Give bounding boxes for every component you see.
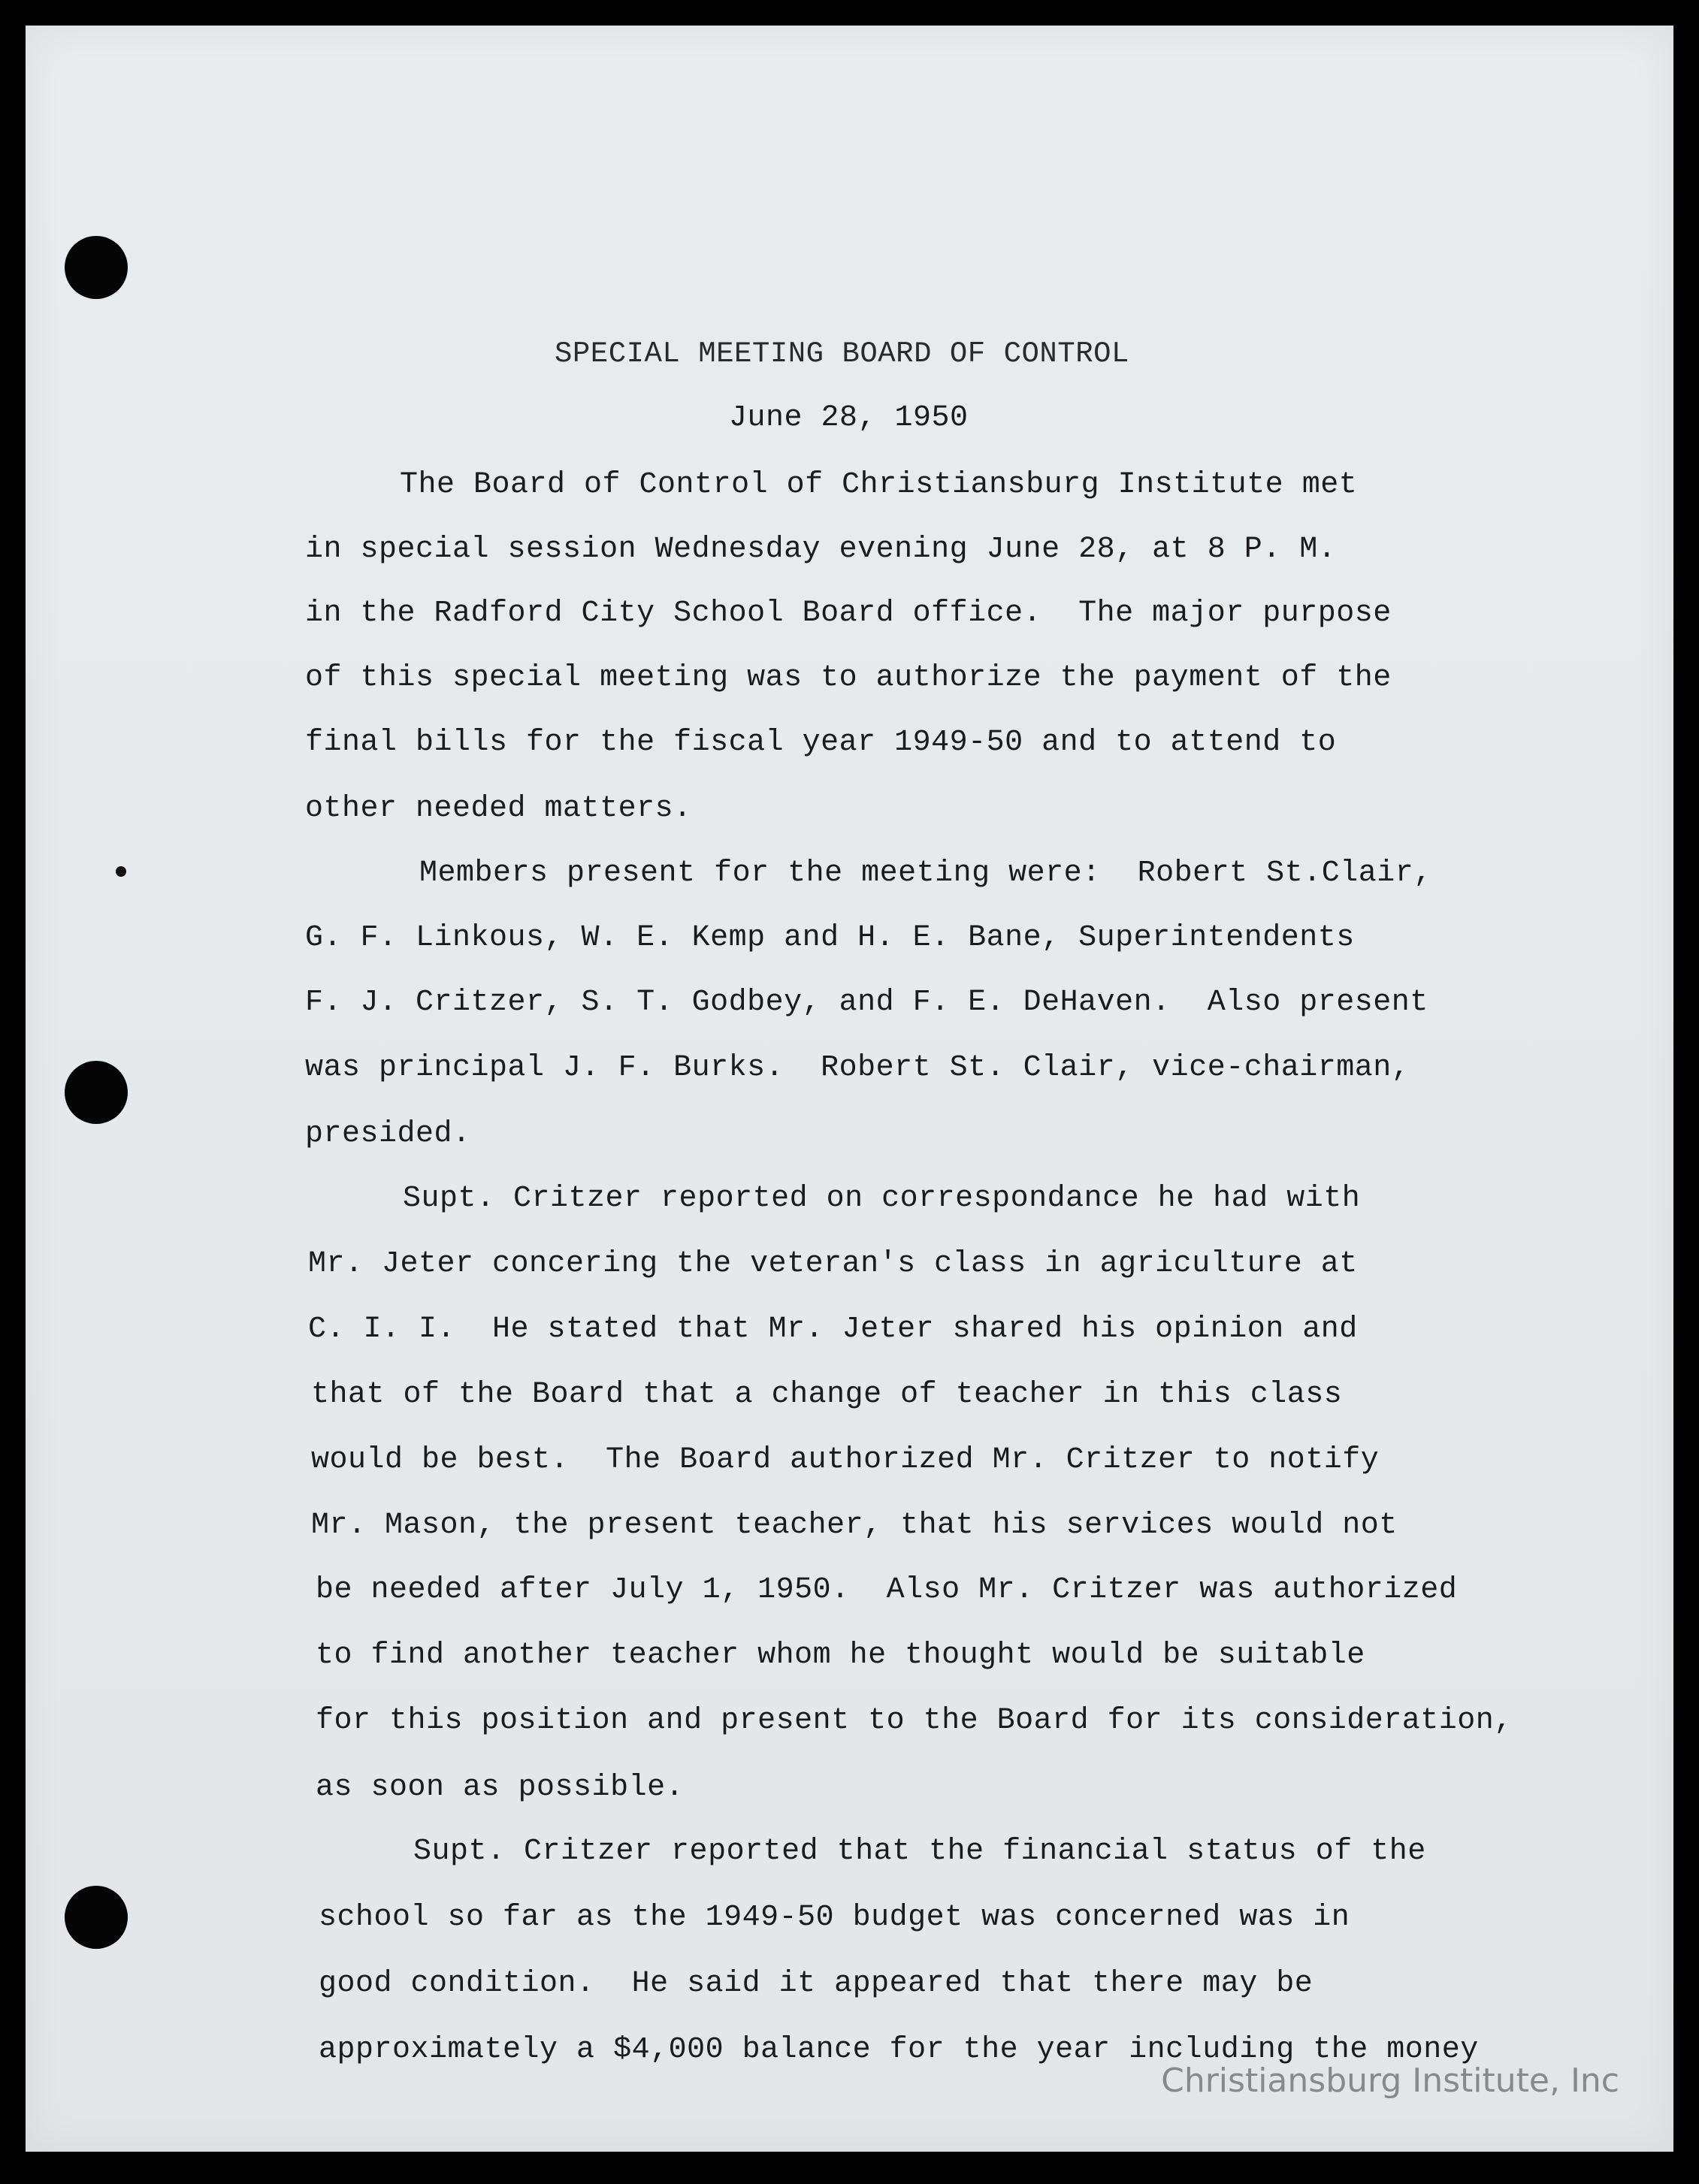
ink-speck [116, 866, 126, 877]
body-line: for this position and present to the Board for its consideration, [316, 1704, 1513, 1738]
body-line: be needed after July 1, 1950. Also Mr. Critzer was authorized [316, 1573, 1458, 1607]
body-line: final bills for the fiscal year 1949-50 and to attend to [305, 726, 1337, 760]
punch-hole-bottom [65, 1886, 128, 1949]
body-line: approximately a $4,000 balance for the year including the money [319, 2033, 1479, 2067]
body-line: as soon as possible. [316, 1771, 685, 1805]
body-line: would be best. The Board authorized Mr. Critzer to notify [311, 1443, 1380, 1477]
body-line: The Board of Control of Christiansburg Institute met [400, 468, 1358, 502]
body-line: was principal J. F. Burks. Robert St. Clair, vice-chairman, [305, 1051, 1410, 1085]
body-line: F. J. Critzer, S. T. Godbey, and F. E. DeHaven. Also present [305, 986, 1428, 1020]
body-line: school so far as the 1949-50 budget was concerned was in [319, 1901, 1350, 1935]
body-line: G. F. Linkous, W. E. Kemp and H. E. Bane, Superintendents [305, 921, 1355, 955]
body-line: Mr. Mason, the present teacher, that his services would not [311, 1509, 1398, 1542]
body-line: of this special meeting was to authorize the payment of the [305, 661, 1392, 695]
body-line: good condition. He said it appeared that there may be [319, 1967, 1314, 2001]
body-line: in special session Wednesday evening June 28, at 8 P. M. [305, 533, 1337, 566]
body-line: Mr. Jeter concering the veteran's class in agriculture at [308, 1247, 1358, 1281]
body-line: C. I. I. He stated that Mr. Jeter shared his opinion and [308, 1313, 1358, 1346]
meeting-date: June 28, 1950 [729, 401, 969, 435]
document-title: SPECIAL MEETING BOARD OF CONTROL [555, 337, 1129, 370]
body-line: to find another teacher whom he thought would be suitable [316, 1639, 1365, 1672]
body-line: other needed matters. [305, 792, 692, 826]
body-line: Members present for the meeting were: Robert St.Clair, [419, 856, 1432, 890]
body-line: Supt. Critzer reported on correspondance he had with [403, 1182, 1361, 1216]
punch-hole-middle [65, 1061, 128, 1124]
body-line: in the Radford City School Board office. The major purpose [305, 597, 1392, 630]
body-line: Supt. Critzer reported that the financial status of the [413, 1835, 1426, 1868]
body-line: that of the Board that a change of teacher in this class [311, 1378, 1343, 1412]
punch-hole-top [65, 236, 128, 299]
watermark: Christiansburg Institute, Inc [1161, 2062, 1619, 2100]
body-line: presided. [305, 1117, 471, 1151]
